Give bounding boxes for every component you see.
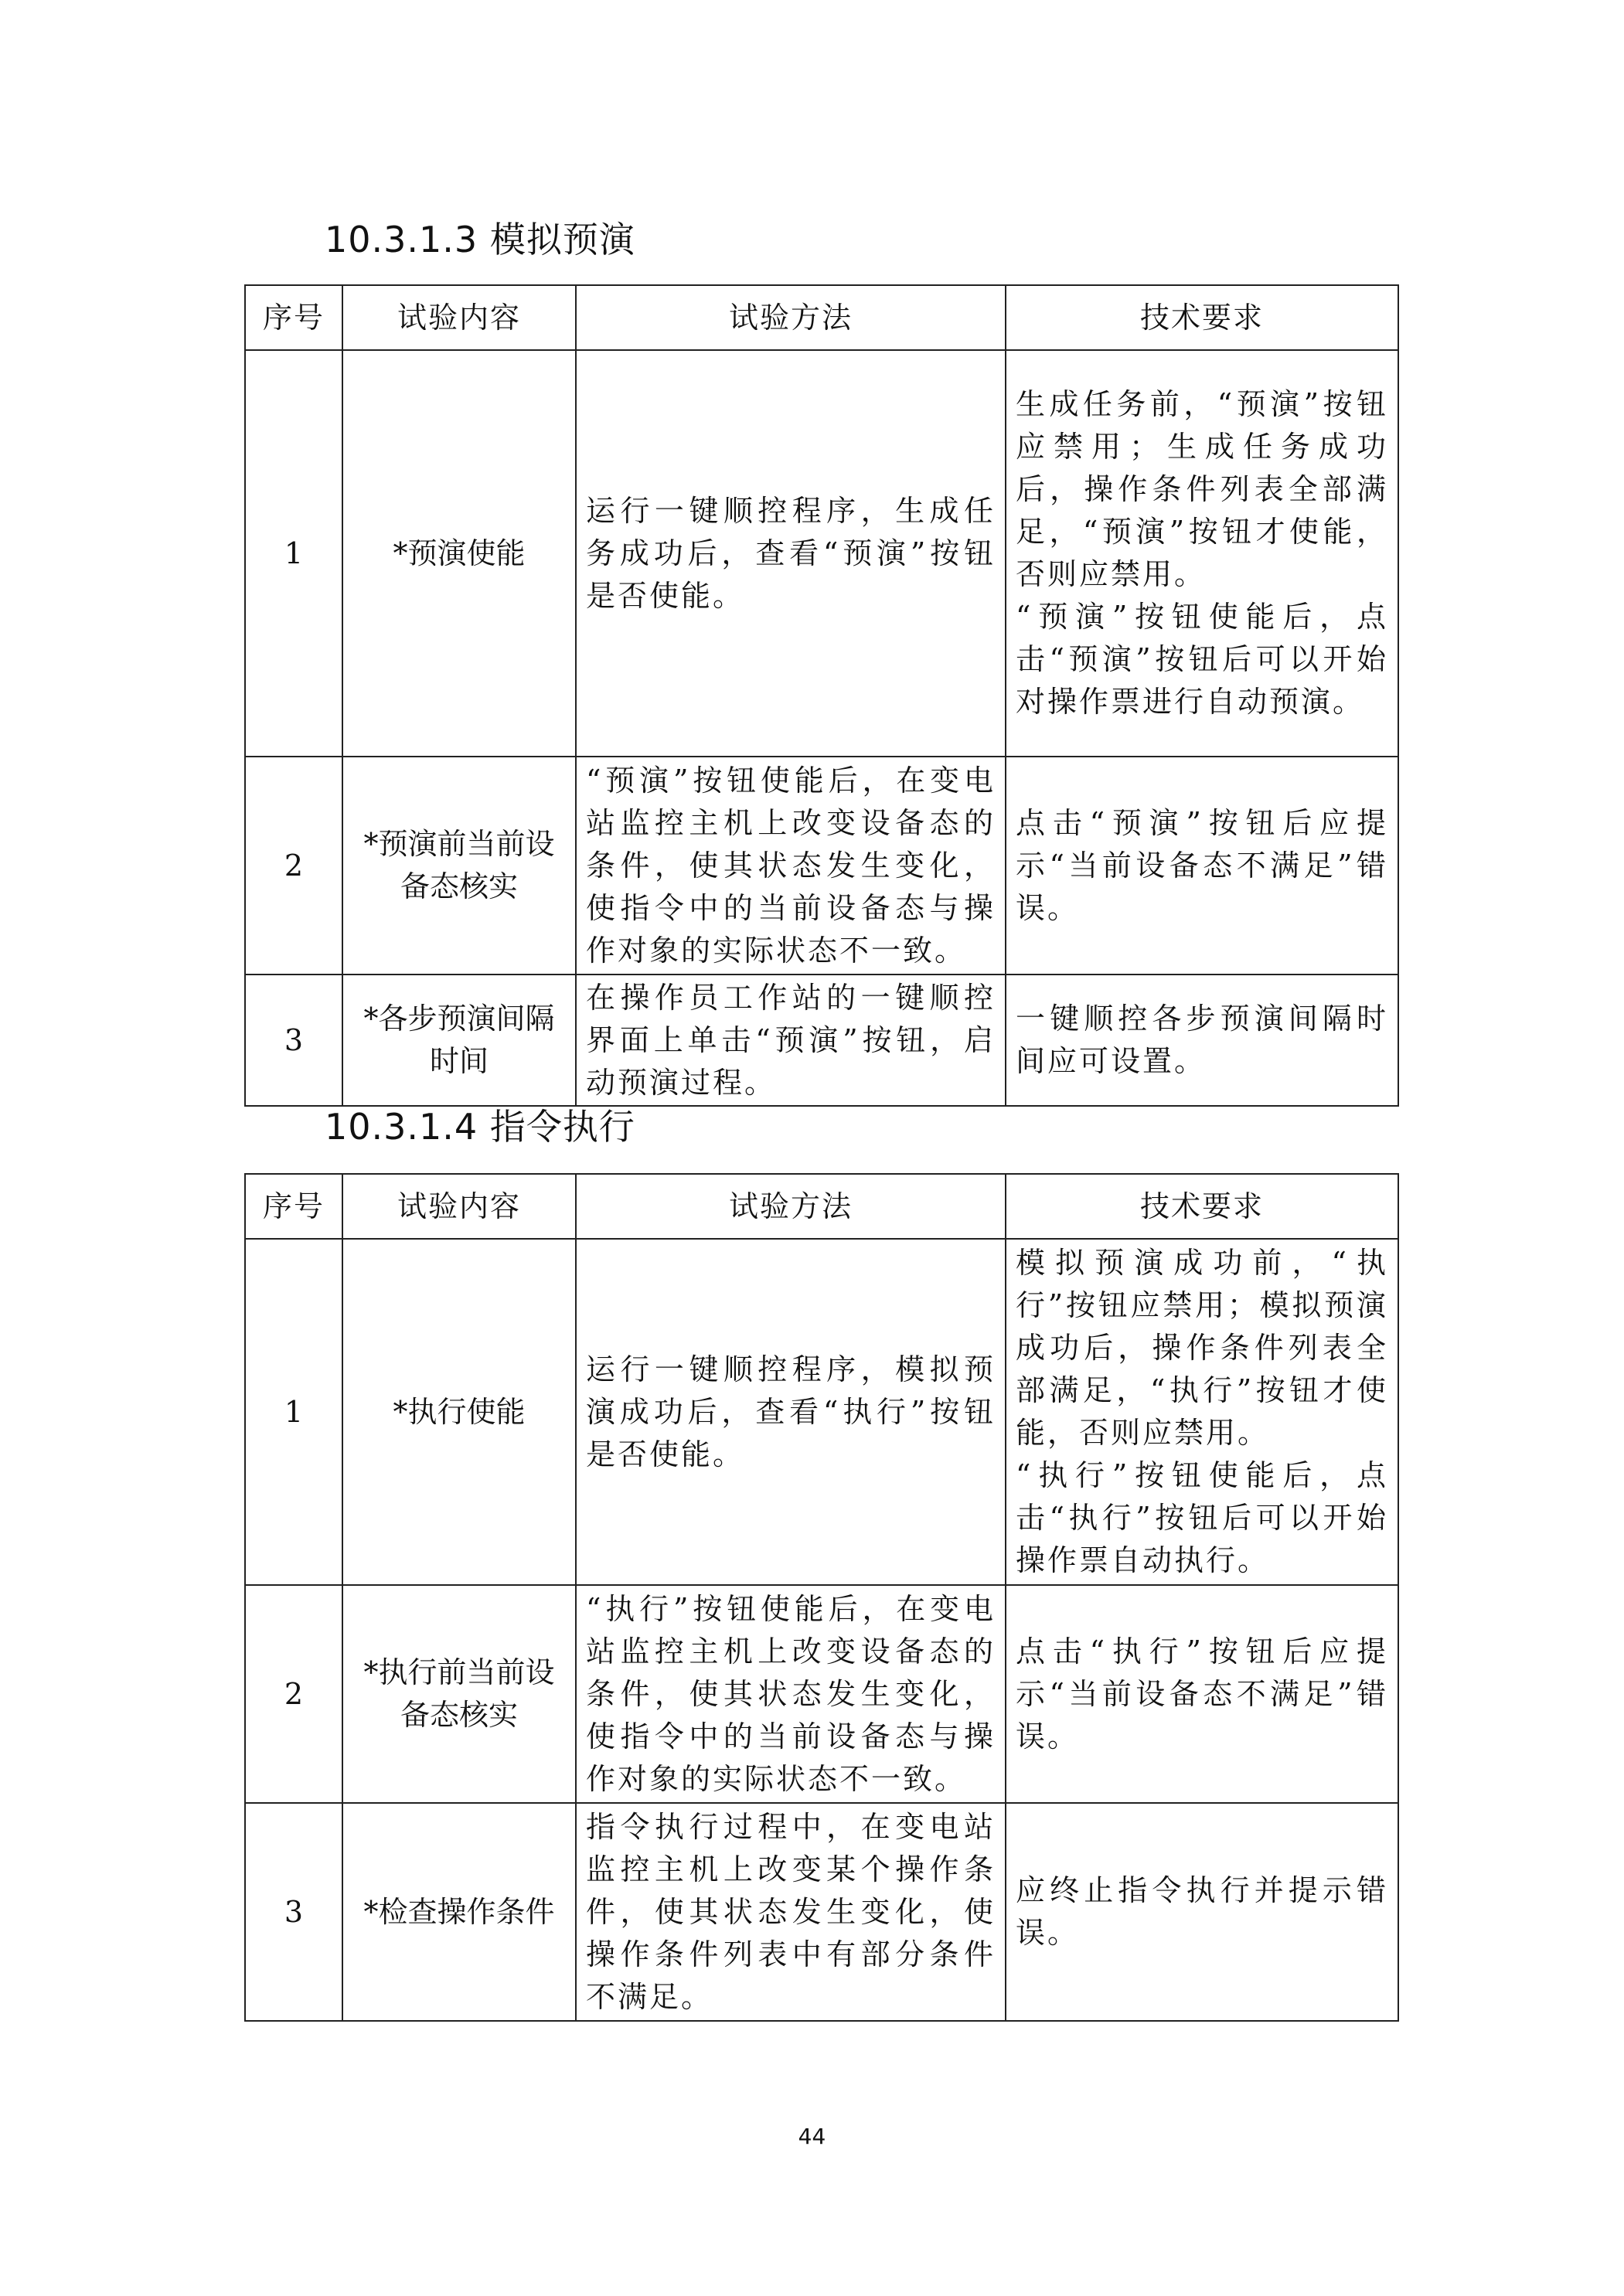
row-test-item: *执行使能	[342, 1239, 576, 1585]
row-no: 1	[245, 350, 342, 757]
header-no: 序号	[245, 285, 342, 350]
row-tech-requirement	[1006, 757, 1398, 975]
table-row	[245, 1239, 1398, 1585]
table-header-row	[245, 1174, 1398, 1239]
table-row	[245, 975, 1398, 1106]
header-test-method: 试验方法	[576, 285, 1006, 350]
row-test-item: *执行前当前设备态核实	[342, 1585, 576, 1803]
requirement-paragraph: 点击“预演”按钮后应提示“当前设备态不满足”错误。	[1016, 805, 1388, 925]
row-no: 2	[245, 757, 342, 975]
header-tech-requirement: 技术要求	[1006, 285, 1398, 350]
row-test-method: 运行一键顺控程序，模拟预演成功后，查看“执行”按钮是否使能。	[576, 1239, 1006, 1585]
row-test-item: *检查操作条件	[342, 1803, 576, 2021]
row-no: 1	[245, 1239, 342, 1585]
header-test-item: 试验内容	[342, 285, 576, 350]
section-title-command-execution: 10.3.1.4 指令执行	[325, 1106, 635, 1148]
row-tech-requirement	[1006, 1239, 1398, 1585]
row-test-item: *预演使能	[342, 350, 576, 757]
row-tech-requirement	[1006, 350, 1398, 757]
requirement-paragraph: 点击“执行”按钮后应提示“当前设备态不满足”错误。	[1016, 1634, 1388, 1753]
row-test-item: *预演前当前设备态核实	[342, 757, 576, 975]
requirement-paragraph: 一键顺控各步预演间隔时间应可设置。	[1016, 1002, 1388, 1078]
requirement-paragraph: 模拟预演成功前，“执行”按钮应禁用；模拟预演成功后，操作条件列表全部满足，“执行”按钮才使能，否则应禁用。	[1016, 1246, 1388, 1450]
simulation-rehearsal-table	[244, 284, 1399, 1107]
table-row	[245, 1803, 1398, 2021]
row-no: 2	[245, 1585, 342, 1803]
row-tech-requirement	[1006, 975, 1398, 1106]
table-row	[245, 1585, 1398, 1803]
row-no: 3	[245, 1803, 342, 2021]
section-title-simulation-rehearsal: 10.3.1.3 模拟预演	[325, 219, 635, 260]
table-row	[245, 757, 1398, 975]
requirement-paragraph: “执行”按钮使能后，点击“执行”按钮后可以开始操作票自动执行。	[1016, 1458, 1388, 1577]
row-test-method: 在操作员工作站的一键顺控界面上单击“预演”按钮，启动预演过程。	[576, 975, 1006, 1106]
header-test-item: 试验内容	[342, 1174, 576, 1239]
row-test-method: 指令执行过程中，在变电站监控主机上改变某个操作条件，使其状态发生变化，使操作条件列表中有部分条件不满足。	[576, 1803, 1006, 2021]
table-header-row	[245, 285, 1398, 350]
table-row	[245, 350, 1398, 757]
command-execution-table	[244, 1173, 1399, 2022]
requirement-paragraph: “预演”按钮使能后，点击“预演”按钮后可以开始对操作票进行自动预演。	[1016, 600, 1388, 719]
row-tech-requirement	[1006, 1585, 1398, 1803]
row-test-method: “预演”按钮使能后，在变电站监控主机上改变设备态的条件，使其状态发生变化，使指令中的当前设备态与操作对象的实际状态不一致。	[576, 757, 1006, 975]
page-number: 44	[798, 2124, 826, 2149]
row-test-method: 运行一键顺控程序，生成任务成功后，查看“预演”按钮是否使能。	[576, 350, 1006, 757]
header-no: 序号	[245, 1174, 342, 1239]
row-no: 3	[245, 975, 342, 1106]
header-tech-requirement: 技术要求	[1006, 1174, 1398, 1239]
row-test-item: *各步预演间隔时间	[342, 975, 576, 1106]
header-test-method: 试验方法	[576, 1174, 1006, 1239]
requirement-paragraph: 生成任务前，“预演”按钮应禁用；生成任务成功后，操作条件列表全部满足，“预演”按钮才使能，否则应禁用。	[1016, 387, 1388, 591]
requirement-paragraph: 应终止指令执行并提示错误。	[1016, 1873, 1388, 1950]
row-tech-requirement	[1006, 1803, 1398, 2021]
row-test-method: “执行”按钮使能后，在变电站监控主机上改变设备态的条件，使其状态发生变化，使指令中的当前设备态与操作对象的实际状态不一致。	[576, 1585, 1006, 1803]
